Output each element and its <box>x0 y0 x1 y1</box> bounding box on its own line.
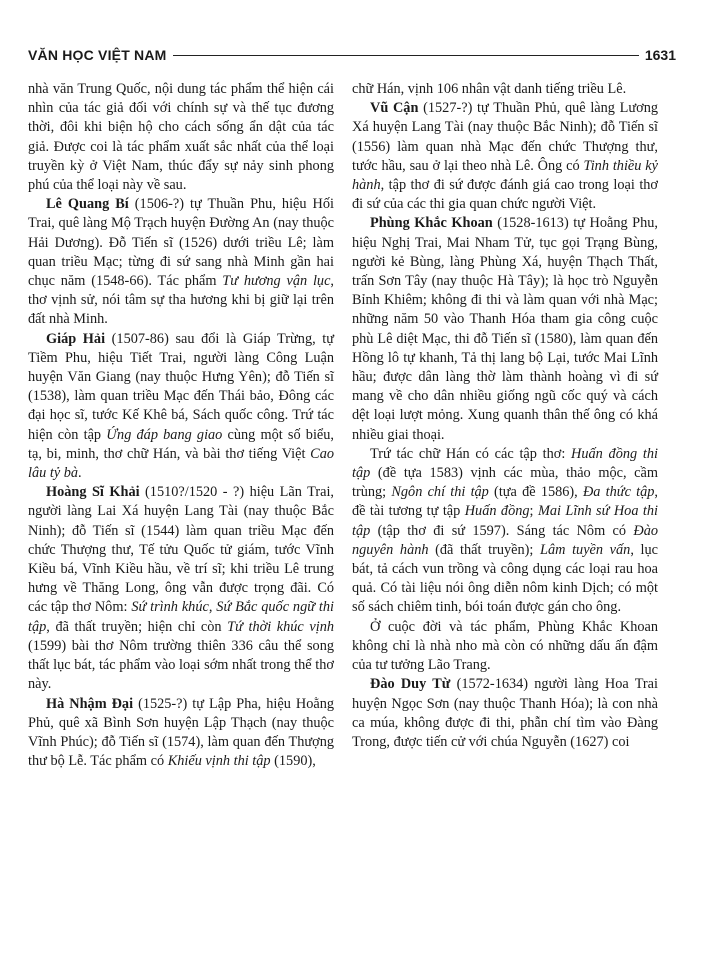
paragraph <box>28 195 334 329</box>
text-run: (1572-1634) người làng Hoa Trai huyện Ngọc Sơn (nay thuộc Thanh Hóa); là con nhà ca múa, không được đi thi, phẫn chí tìm vào Đàng Trong, được tiến cử với chúa Nguyễn (1627) coi <box>352 676 658 750</box>
paragraph <box>352 445 658 618</box>
text-run: (1528-1613) tự Hoằng Phu, hiệu Nghị Trai, Mai Nham Tử, tục gọi Trạng Bùng, người kẻ Bùng, làng Phùng Xá, huyện Thạch Thất, trấn Sơn Tây (nay thuộc Hà Tây); là học trò Nguyễn Bỉnh Khiêm; không đi thi và làm quan với nhà Mạc; những năm 50 vào Thanh Hóa tham gia công cuộc phù Lê diệt Mạc, thi đỗ Tiến sĩ (1580), làm quan đến Hồng lô tự khanh, Tả thị lang bộ Lại, tước Mai Lĩnh hầu; được dân làng thờ làm thành hoàng vì đi sứ mang về cho dân nhiều giống ngũ cốc quý và cách dệt loại lượt mỏng. Xung quanh thân thế ông có khá nhiều giai thoại. <box>352 215 658 443</box>
text-run: (đề tựa 1583) vịnh các mùa, thảo mộc, cầm trùng; <box>352 465 658 501</box>
work-title: Mai Lĩnh sứ Hoa thi tập <box>352 503 658 539</box>
text-run: (1525-?) tự Lập Pha, hiệu Hoằng Phủ, quê xã Bình Sơn huyện Lập Thạch (nay thuộc Vĩnh Phúc); đỗ Tiến sĩ (1574), làm quan đến Thượng thư bộ Lễ. Tác phẩm có <box>28 695 334 770</box>
text-run: (1590), <box>270 753 316 770</box>
right-column <box>352 80 658 752</box>
paragraph <box>352 618 658 676</box>
text-run: (1510?/1520 - ?) hiệu Lãn Trai, người làng Lai Xá huyện Lang Tài (nay thuộc Bắc Ninh); đỗ Tiến sĩ (1544) làm quan triều Mạc đến chức Thượng thư, Tế tửu Quốc tử giám, tước Vĩnh Kiều bá, Vĩnh Kiều hầu, về trí sĩ; khi triều Lê trung hưng về Thăng Long, ông vẫn được trọng đãi. Có các tập thơ Nôm: <box>28 484 334 616</box>
work-title: Tứ thời khúc vịnh <box>227 618 334 635</box>
work-title: Huấn đồng <box>464 503 530 520</box>
paragraph <box>28 80 334 195</box>
text-run: (tập thơ đi sứ 1597). Sáng tác Nôm có <box>370 522 634 539</box>
running-title: VĂN HỌC VIỆT NAM <box>28 46 173 64</box>
text-run: nhà văn Trung Quốc, nội dung tác phẩm thể hiện cái nhìn của tác giả đối với chính sự và thế tục đương thời, đôi khi biện hộ cho cách sống ẩn dật của tác giả. Được coi là tác phẩm xuất sắc nhất của thể loại truyền kỳ ở Việt Nam, thúc đẩy sự nảy sinh phong phú của thể loại này về sau. <box>28 81 334 194</box>
text-run: (tựa đề 1586), <box>488 484 583 501</box>
work-title: Cao lâu tỷ bà <box>28 445 334 482</box>
work-title: Sứ Bắc quốc ngữ thi tập <box>28 599 335 635</box>
work-title: Ngôn chí thi tập <box>391 484 489 501</box>
text-run: , tập thơ đi sứ được đánh giá cao trong loại thơ đi sứ của các thi gia quan chức người Việt. <box>352 177 658 213</box>
author-name: Hà Nhậm Đại <box>46 695 134 712</box>
text-run: , đề tài tương tự tập <box>352 484 658 520</box>
text-run: , <box>208 599 217 616</box>
paragraph <box>352 214 658 444</box>
work-title: Khiếu vịnh thi tập <box>167 753 271 770</box>
text-run: (1527-?) tự Thuần Phủ, quê làng Lương Xá huyện Lang Tài (nay thuộc Bắc Ninh); đỗ Tiến sĩ (1556) làm quan nhà Mạc đến chức Thượng thư, tước hầu, sau ở lại theo nhà Lê. Ông có <box>352 100 658 174</box>
left-column <box>28 80 334 771</box>
text-run: cùng một số biểu, tạ, bi, minh, thơ chữ Hán, và bài thơ tiếng Việt <box>28 426 334 462</box>
text-run: Trứ tác chữ Hán có các tập thơ: <box>370 445 572 462</box>
text-run: chữ Hán, vịnh 106 nhân vật danh tiếng triều Lê. <box>352 81 627 97</box>
text-run: ; <box>529 503 538 520</box>
page-number: 1631 <box>639 46 676 64</box>
text-run: (đã thất truyền); <box>428 541 541 558</box>
text-run: . <box>78 465 82 482</box>
paragraph <box>352 99 658 214</box>
author-name: Lê Quang Bí <box>46 196 129 213</box>
paragraph <box>352 675 658 752</box>
work-title: Lâm tuyền vấn <box>540 541 631 558</box>
text-run: (1506-?) tự Thuần Phu, hiệu Hối Trai, quê làng Mộ Trạch huyện Đường An (nay thuộc Hải Dương). Đỗ Tiến sĩ (1526) dưới triều Lê; làm quan triều Mạc; từng đi sứ sang nhà Minh gần hai chục năm (1548-66). Tác phẩm <box>28 196 334 290</box>
work-title: Đào nguyên hành <box>352 522 658 558</box>
work-title: Đa thức tập <box>582 484 655 501</box>
work-title: Sứ trình khúc <box>131 599 209 616</box>
text-run: , thơ vịnh sử, nói tâm sự tha hương khi bị giữ lại trên đất nhà Minh. <box>28 273 334 328</box>
text-run: (1599) bài thơ Nôm trường thiên 336 câu thể song thất lục bát, tác phẩm vào loại sớm nhất trong thể thơ này. <box>28 637 334 693</box>
author-name: Hoàng Sĩ Khải <box>46 484 140 501</box>
text-run: (1507-86) sau đổi là Giáp Trừng, tự Tiềm Phu, hiệu Tiết Trai, người làng Công Luận huyện Văn Giang (nay thuộc Hưng Yên); đỗ Tiến sĩ (1538), làm quan triều Mạc đến Thái bảo, Đông các đại học sĩ, tước Kế Khê bá, Sách quốc công. Trứ tác hiện còn tập <box>28 330 334 443</box>
text-run: Ở cuộc đời và tác phẩm, Phùng Khắc Khoan không chỉ là nhà nho mà còn có những dấu ấn đậm của tư tưởng Lão Trang. <box>352 618 658 674</box>
author-name: Giáp Hải <box>46 330 106 347</box>
work-title: Ứng đáp bang giao <box>106 426 223 443</box>
paragraph <box>28 695 334 772</box>
author-name: Vũ Cận <box>370 100 419 117</box>
paragraph <box>352 80 658 99</box>
work-title: Tinh thiều kỷ hành <box>352 157 658 194</box>
author-name: Đào Duy Từ <box>370 676 451 693</box>
author-name: Phùng Khắc Khoan <box>370 215 493 232</box>
text-run: , đã thất truyền; hiện chỉ còn <box>46 618 228 635</box>
paragraph <box>28 330 334 484</box>
paragraph <box>28 483 334 694</box>
text-run: , lục bát, tả cách vun trồng và công dụng các loại rau hoa quả. Có tài liệu nói ông diễn nôm kinh Dịch; có một số sách chiêm tinh, bói toán được gán cho ông. <box>352 541 658 616</box>
work-title: Huấn đồng thi tập <box>352 445 658 482</box>
page-header <box>28 46 676 66</box>
work-title: Tư hương vận lục <box>222 273 331 290</box>
